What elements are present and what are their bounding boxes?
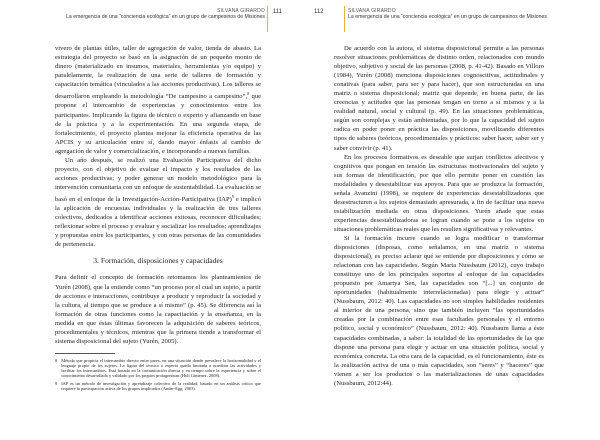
header-title: La emergencia de una “conciencia ecológica” en un grupo de campesinos de Misiones (66, 14, 265, 20)
footnote-divider (55, 353, 115, 354)
page-number: 111 (272, 9, 282, 15)
header-author: SILVANA GIRARDO (217, 8, 265, 14)
running-header-right (348, 8, 547, 20)
right-page-body (334, 44, 544, 388)
footnote: 9 IAP es un método de investigación y aprendizaje colectivo de la realidad, basado en un análisis crítico que requiere la participación activa de los grupos implicados (Ander-Egg, 2003). (55, 380, 261, 391)
running-header-left (66, 8, 265, 20)
footnote-ref: 9 (231, 193, 234, 199)
footnote-ref: 8 (247, 91, 250, 97)
section-heading: 3. Formación, disposiciones y capacidades (93, 256, 223, 266)
footnote: 8 Método que propicia el intercambio directo entre pares, en una situación donde prevalece la horizontalidad y el lenguaje propio de los sujetos. La figura del técnico o experto queda limitada a acreditar las actividades y facilitar los intercambios. Está basado en la comunicación directa y en tiempo sobre la experiencia y sobre el conocimiento desarrollado y validado por los propios protagonistas (Holt Giménez, 2008). (55, 357, 261, 379)
header-title: La emergencia de una “conciencia ecológica” en un grupo de campesinos de Misiones (348, 14, 547, 20)
paragraph: Un año después, se realizó una Evaluación Participativa del dicho proyecto, con el objetivo de evaluar el impacto y los resultados de las acciones productivas; y poder generar un modelo metodológico para la intervención comunitaria con un enfoque de sustentabilidad. La evaluación se basó en el enfoque de la Investigación-Acción-Participativa (IAP)$^9$ e implicó la aplicación de encuestas individuales y la realización de tres talleres colectivos, dedicados a identificar acciones exitosas, reconocer dificultades; reflexionar sobre el proceso y evaluar y socializar los resultados; aprendizajes y propuestas entre los participantes, y con otras personas de las comunidades de pertenencia. (55, 156, 261, 249)
paragraph: vivero de plantas útiles, taller de agregación de valor, tienda de abasto. La estrategia del proyecto se basó en la asignación de un pequeño monto de dinero (materializado en insumos, materiales, herramientas y/o equipo) y paralelamente, la realización de una serie de talleres de formación y capacitación temática (vinculados a las acciones productivas). Los talleres se desarrollaron empleando la metodología “De campesino a campesino”,$^8$ que propone el intercambio de experiencias y conocimientos entre los participantes. Implicando la figura de técnico o experto y afianzando en base de la práctica y a la experimentación. En una segunda etapa, de fortalecimiento, el proyecto plantea mejorar la eficiencia operativa de las APCIS y su articulación entre sí, dando mayor énfasis al cambio de agregación de valor y comercialización, e incorporando a nuevas familias. (55, 45, 262, 155)
paragraph: Si la formación incurre cuando se logra modificar o transformar disposiciones (disposas, como señalamos, en una matriz o sistema disposicional), es preciso aclarar qué se entiende por disposiciones y cómo se relacionan con las capacidades. Según Marta Nussbaum (2012), cuyo trabajo constituye uno de los principales soportes al enfoque de las capacidades propuesto por Amartya Sen, las capacidades son “[...] un conjunto de oportunidades (habitualmente interrelacionadas) para elegir y actuar” (Nussbaum, 2012: 40). Las capacidades no son simples habilidades residentes al interior de una persona, sino que también incluyen “las oportunidades creadas por la combinación entre esas facultades personales y el entorno político, social y económico” (Nussbaum, 2012: 40). Nussbaum llama a éste capacidades combinadas, a saber: la totalidad de las oportunidades de las que dispone una persona para elegir y actuar en una situación política, social y económica concreta. La otra cara de la capacidad, es el funcionamiento, éste es la realización activa de una o más capacidades, son “seres” y “haceres” que vienen a ser los productos o las materializaciones de unas capacidades (Nussbaum, 2012:44). (334, 234, 544, 387)
paragraph: Para definir el concepto de formación retomamos los planteamientos de Yurén (2008), que la entiende como “un proceso por el cual un sujeto, a partir de acciones e interacciones, contribuye a producir y reproducir la sociedad y la cultura, al tiempo que se produce a sí mismo” (p. 45). Se diferencia así la formación de otras funciones como la capacitación y la enseñanza, en la medida en que éstas últimas favorecen la adquisición de saberes teóricos, procedimentales y técnicos, mientras que la primera tiende a transformar el sistema disposicional del sujeto (Yurén, 2005). (55, 274, 261, 345)
left-page-body (55, 44, 261, 393)
page-number: 112 (314, 9, 324, 15)
right-page (300, 0, 600, 440)
header-divider (267, 6, 268, 32)
header-divider (344, 6, 345, 32)
paragraph: En los procesos formativos es deseable que surjan conflictos afectivos y cognitivos que pongan en tensión las estructuras motivacionales del sujeto y sus formas de identificación, por que ello permite poner en cuestión las modalidades y desestabilizar sus apoyos. Para que se produzca la formación, señala Avanzini (1998), se requiere de experiencias desestabilizadoras que desestructuren a los sujetos demasiado apresurada, a fin de facilitar una nueva estabilización mediada en otras disposiciones. Yurén añade que estas experiencias desestabilizadoras se logran cuando se pone a los sujetos en situaciones problemáticas reales que les resulten significativas y relevantes. (334, 153, 544, 233)
header-author: SILVANA GIRARDO (348, 8, 396, 14)
paragraph: De acuerdo con la autora, el sistema disposicional permite a las personas resolver situaciones problemáticas de distinto orden, relacionados con mundo objetivo, subjetivo y social de las personas (2008, p. 41-42). Basado en Villoro (1984), Yurén (2008) menciona disposiciones cognoscitivas, actitudinales y conativas (para saber, para ser y para hacer), que son estructuradas en una matriz o sistema disposicional; matriz que depende, en buena parte, de las creencias y actitudes que las personas tengan en torno a sí mismos y a la realidad natural, social y cultural (p. 49). En las situaciones problemáticas, según son complejas y están ambientadas, por lo que la capacidad del sujeto radica en poder poner en práctica las disposiciones, movilizando diferentes tipos de saberes (teóricos, procedimentales y prácticos: saber hacer, saber ser y saber convivir (p. 41). (334, 45, 544, 152)
